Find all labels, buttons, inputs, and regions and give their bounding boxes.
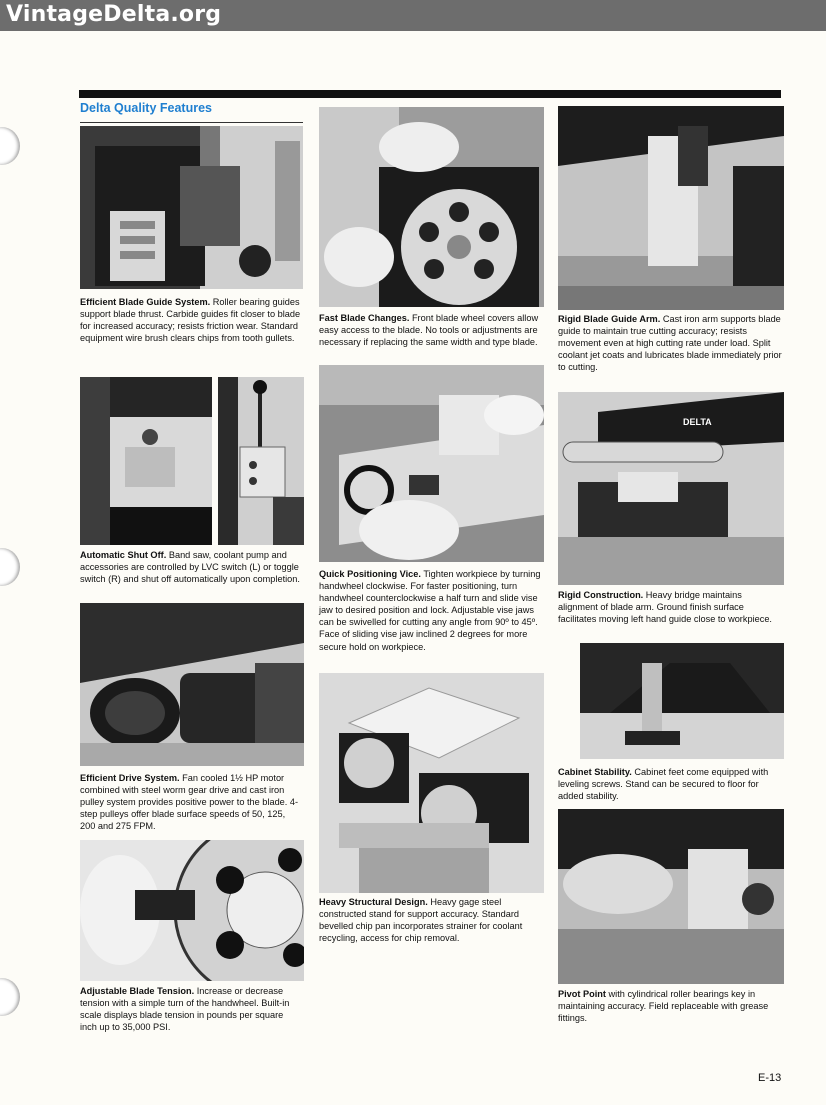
feature-text: Cabinet feet come equipped with leveling screws. Stand can be secured to floor for added stability. xyxy=(558,767,769,802)
page-number: E-13 xyxy=(758,1072,782,1084)
feature-text: Heavy gage steel constructed stand for support accuracy. Standard bevelled chip pan incorporates strainer for coolant recycling, access for chip removal. xyxy=(319,897,523,944)
feature-title: Heavy Structural Design. xyxy=(319,897,428,907)
structural-design-photo xyxy=(319,673,544,893)
rigid-construction-photo xyxy=(558,392,784,585)
feature-caption-blade-guide xyxy=(80,296,302,344)
feature-caption-tension xyxy=(80,985,302,1033)
feature-caption-vice xyxy=(319,568,543,653)
feature-caption-blade-change xyxy=(319,312,543,348)
feature-title: Automatic Shut Off. xyxy=(80,550,167,560)
feature-title: Efficient Blade Guide System. xyxy=(80,297,211,307)
pivot-point-photo xyxy=(558,809,784,984)
toggle-switch-photo xyxy=(218,377,304,545)
binder-hole-icon xyxy=(0,127,20,165)
blade-tension-photo xyxy=(80,840,304,981)
feature-title: Efficient Drive System. xyxy=(80,773,180,783)
feature-caption-shut-off xyxy=(80,549,302,585)
delta-brand-plate: DELTA xyxy=(683,417,712,427)
feature-caption-guide-arm xyxy=(558,313,782,373)
feature-caption-pivot xyxy=(558,988,782,1024)
binder-hole-icon xyxy=(0,548,20,586)
feature-text: Front blade wheel covers allow easy access to the blade. No tools or adjustments are necessary if replacing the same width and type blade. xyxy=(319,313,539,348)
feature-text: Roller bearing guides support blade thrust. Carbide guides fit closer to blade for increased accuracy; resists friction wear. Standard equipment wire brush clears chips from tooth gullets. xyxy=(80,297,301,344)
feature-title: Rigid Blade Guide Arm. xyxy=(558,314,661,324)
feature-caption-drive xyxy=(80,772,302,832)
section-title: Delta Quality Features xyxy=(80,101,212,115)
blade-change-photo xyxy=(319,107,544,307)
feature-title: Pivot Point xyxy=(558,989,606,999)
vice-photo xyxy=(319,365,544,562)
site-banner xyxy=(0,0,826,31)
lvc-switch-photo xyxy=(80,377,212,545)
title-underline xyxy=(80,122,303,123)
binder-hole-icon xyxy=(0,978,20,1016)
cabinet-foot-photo xyxy=(580,643,784,759)
feature-caption-structural xyxy=(319,896,543,944)
feature-text: Increase or decrease tension with a simple turn of the handwheel. Built-in scale displays blade tension in pounds per square inch up to 35,000 PSI. xyxy=(80,986,290,1033)
feature-caption-cabinet xyxy=(558,766,782,802)
feature-text: Cast iron arm supports blade guide to maintain true cutting accuracy; resists movement even at high cutting rate under load. Split coolant jet coats and lubricates blade immediately prior to cutting. xyxy=(558,314,782,373)
drive-system-photo xyxy=(80,603,304,766)
feature-title: Adjustable Blade Tension. xyxy=(80,986,195,996)
feature-title: Quick Positioning Vice. xyxy=(319,569,421,579)
feature-text: Fan cooled 1½ HP motor combined with steel worm gear drive and cast iron pulley system provides positive power to the blade. 4-step pulleys offer blade surface speeds of 50, 125, 200 and 275 FPM. xyxy=(80,773,299,832)
blade-guide-photo xyxy=(80,126,303,289)
feature-text: Band saw, coolant pump and accessories are controlled by LVC switch (L) or toggle switch (R) and shut off automatically upon completion. xyxy=(80,550,300,585)
feature-text: Heavy bridge maintains alignment of blade arm. Ground finish surface facilitates moving left hand guide close to workpiece. xyxy=(558,590,772,625)
feature-text: Tighten workpiece by turning handwheel clockwise. For faster positioning, turn handwheel counterclockwise a half turn and slide vise jaw to desired position and lock. Adjustable vise jaws can be swivelled for cutting any angle from 90º to 45º. Face of sliding vise jaw inclined 2 degrees for more secure hold on workpiece. xyxy=(319,569,541,652)
site-watermark: VintageDelta.org xyxy=(6,2,222,27)
feature-title: Rigid Construction. xyxy=(558,590,644,600)
feature-text: with cylindrical roller bearings key in maintaining accuracy. Field replaceable with grease fittings. xyxy=(558,989,769,1024)
feature-title: Fast Blade Changes. xyxy=(319,313,410,323)
feature-title: Cabinet Stability. xyxy=(558,767,632,777)
header-rule xyxy=(79,90,781,98)
guide-arm-photo xyxy=(558,106,784,310)
feature-caption-rigid xyxy=(558,589,782,625)
